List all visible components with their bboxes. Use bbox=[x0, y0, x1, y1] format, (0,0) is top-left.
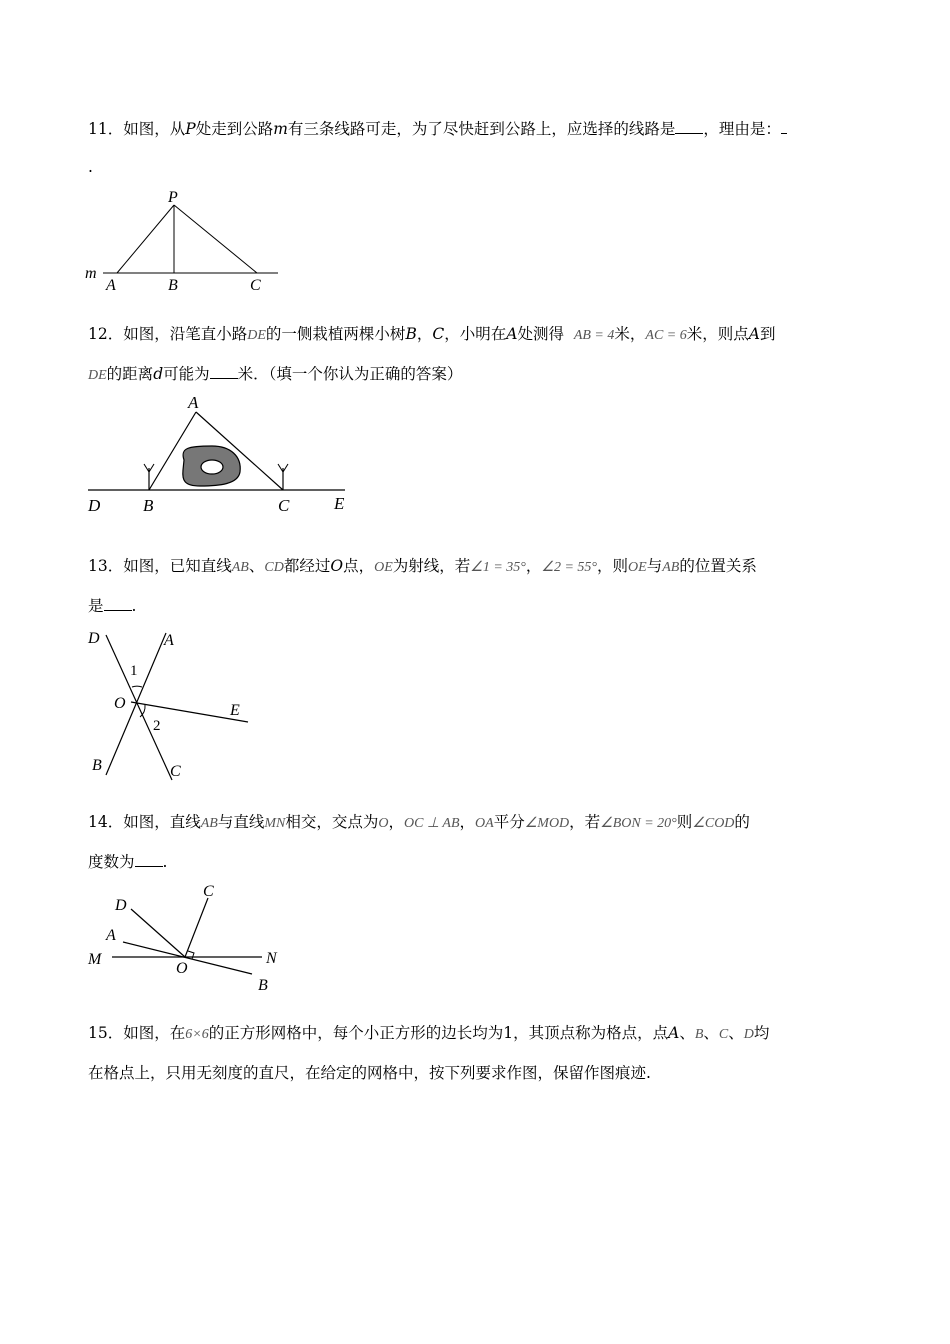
label-A: A bbox=[164, 632, 174, 649]
q11-number: 11． bbox=[88, 120, 124, 138]
label-E: E bbox=[334, 494, 345, 513]
label-D: D bbox=[88, 630, 100, 647]
answer-blank[interactable] bbox=[781, 119, 787, 134]
q12-number: 12． bbox=[88, 325, 124, 343]
label-D: D bbox=[88, 496, 101, 515]
q15-number: 15． bbox=[88, 1024, 124, 1042]
label-C: C bbox=[250, 277, 261, 294]
label-B: B bbox=[143, 496, 154, 515]
label-B: B bbox=[258, 977, 268, 994]
label-M: M bbox=[88, 951, 102, 968]
question-11: 11．如图，从P处走到公路m有三条线路可走，为了尽快赶到公路上，应选择的线路是 ，理由是： . bbox=[88, 110, 868, 186]
label-B: B bbox=[92, 757, 102, 774]
label-O: O bbox=[176, 960, 188, 977]
q12-figure bbox=[80, 390, 360, 520]
q11-figure bbox=[80, 180, 300, 300]
label-B: B bbox=[168, 277, 178, 294]
q14-figure bbox=[80, 878, 300, 998]
label-P: P bbox=[168, 189, 178, 206]
label-C: C bbox=[278, 496, 290, 515]
label-O: O bbox=[114, 695, 126, 712]
pond-island bbox=[201, 460, 223, 474]
label-N: N bbox=[266, 950, 277, 967]
label-A: A bbox=[106, 277, 116, 294]
label-C: C bbox=[170, 763, 181, 780]
question-14: 14．如图，直线AB与直线MN相交，交点为O，OC ⊥ AB，OA平分∠MOD，若∠BON = 20°则∠COD的 度数为 . bbox=[88, 813, 750, 871]
question-15: 15．如图，在6×6的正方形网格中，每个小正方形的边长均为1，其顶点称为格点，点A、B、C、D均 在格点上，只用无刻度的直尺，在给定的网格中，按下列要求作图，保留作图痕迹. bbox=[88, 1024, 770, 1082]
label-1: 1 bbox=[130, 663, 138, 679]
q13-figure bbox=[80, 625, 260, 785]
question-13: 13．如图，已知直线AB、CD都经过O点，OE为射线，若∠1 = 35°，∠2 = 55°，则OE与AB的位置关系 是 . bbox=[88, 557, 757, 615]
label-D: D bbox=[115, 897, 127, 914]
answer-blank[interactable] bbox=[675, 119, 703, 134]
label-m: m bbox=[85, 265, 97, 282]
question-12: 12．如图，沿笔直小路DE的一侧栽植两棵小树B，C，小明在A处测得 AB = 4米，AC = 6米，则点A到 DE的距离d可能为 米．（填一个你认为正确的答案） bbox=[88, 325, 776, 383]
label-2: 2 bbox=[153, 718, 161, 734]
q13-number: 13． bbox=[88, 557, 124, 575]
label-C: C bbox=[203, 883, 214, 900]
answer-blank[interactable] bbox=[210, 364, 238, 379]
label-E: E bbox=[230, 702, 240, 719]
q14-number: 14． bbox=[88, 813, 124, 831]
answer-blank[interactable] bbox=[135, 852, 163, 867]
label-A: A bbox=[106, 927, 116, 944]
label-A: A bbox=[188, 393, 199, 412]
answer-blank[interactable] bbox=[104, 596, 132, 611]
